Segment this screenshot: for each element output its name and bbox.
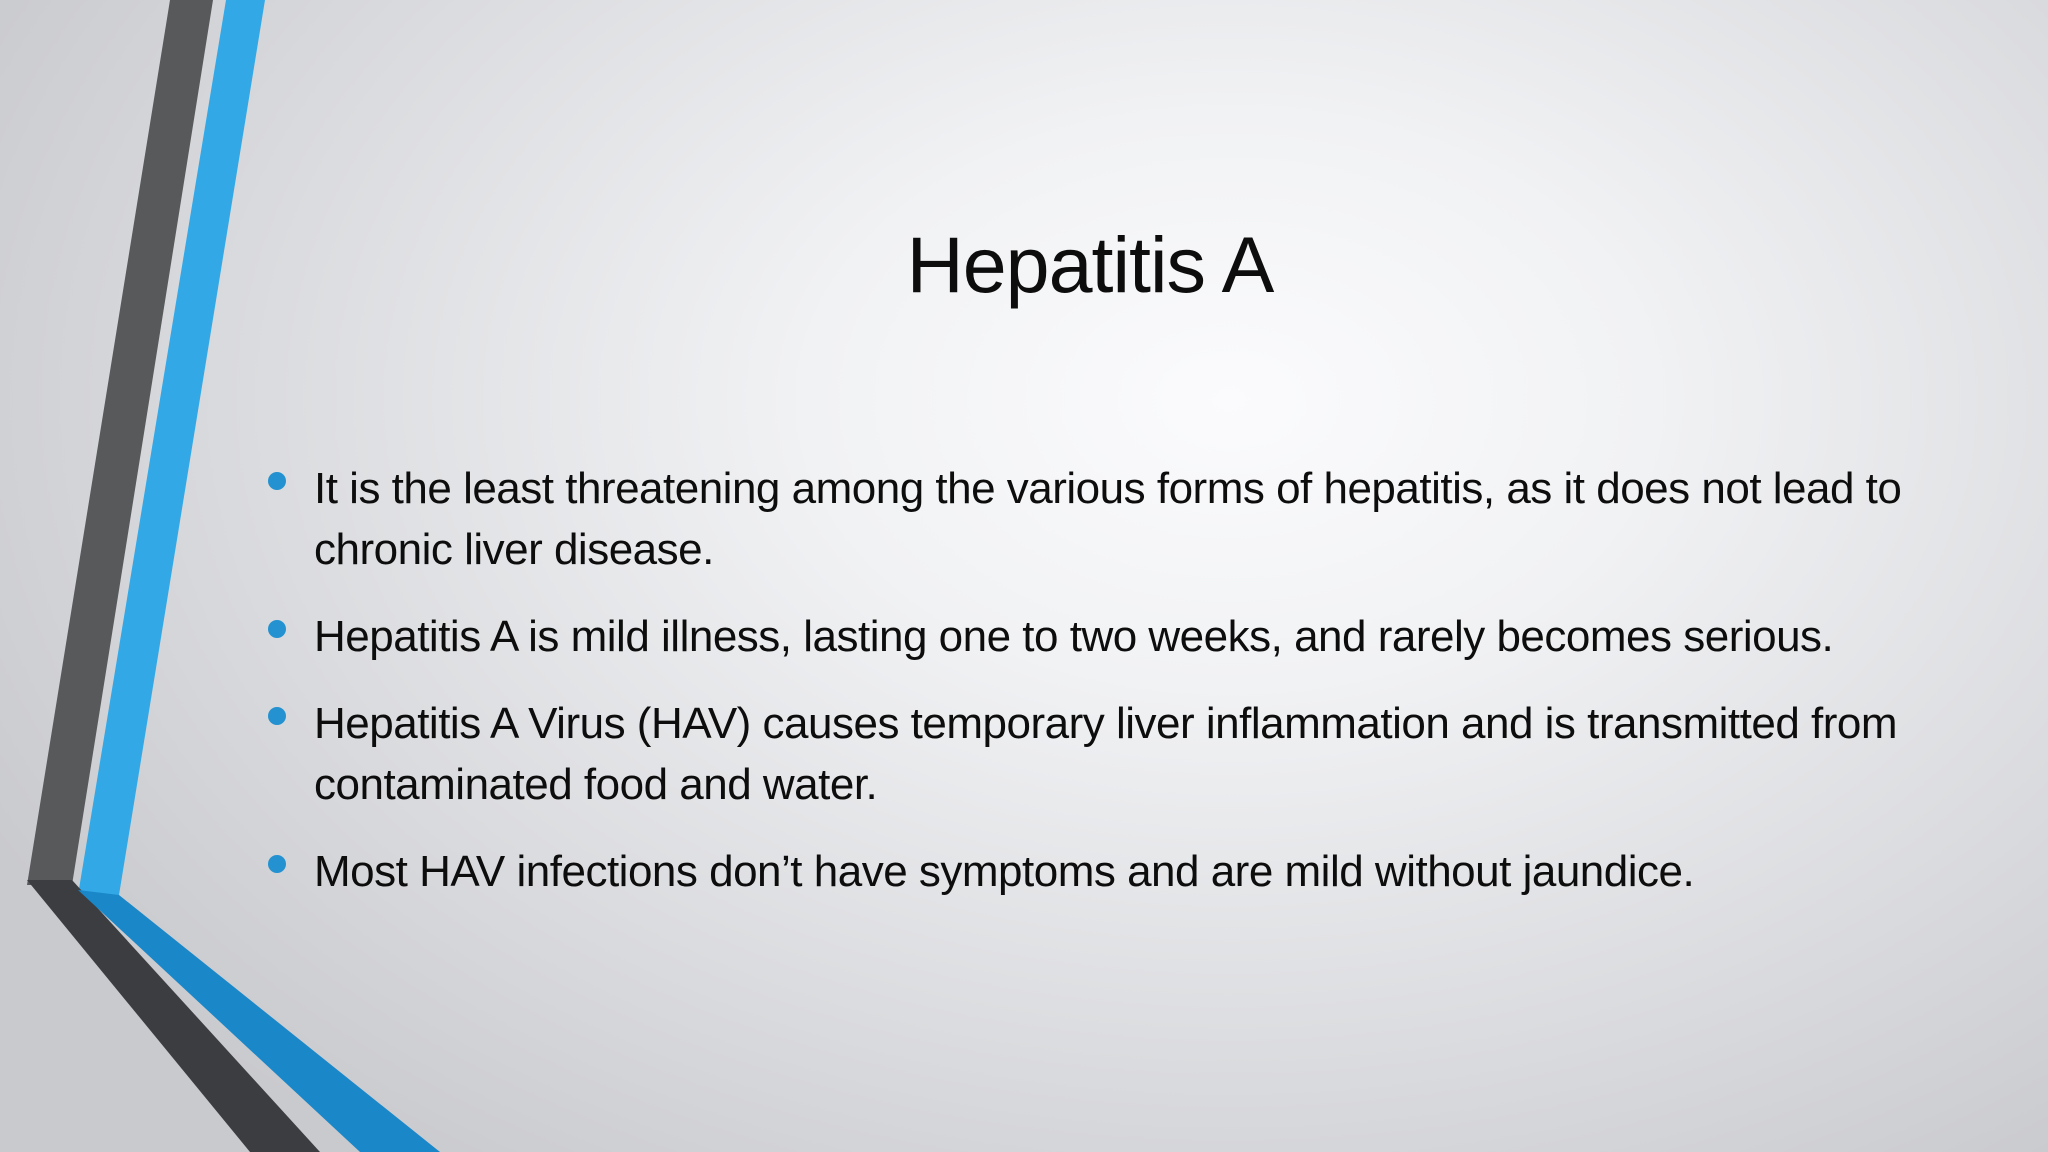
- bullet-dot-icon: [268, 855, 286, 873]
- bullet-dot-icon: [268, 707, 286, 725]
- bullet-text: Most HAV infections don’t have symptoms and are mild without jaundice.: [314, 847, 1695, 896]
- bullet-text: Hepatitis A is mild illness, lasting one to two weeks, and rarely becomes serious.: [314, 612, 1834, 661]
- bullet-dot-icon: [268, 620, 286, 638]
- bullet-dot-icon: [268, 472, 286, 490]
- bullet-text: Hepatitis A Virus (HAV) causes temporary liver inflammation and is transmitted from contaminated food and water.: [314, 699, 1898, 809]
- bullet-item-1: [262, 458, 1902, 580]
- bullet-item-4: [262, 841, 1902, 902]
- bullet-text: It is the least threatening among the various forms of hepatitis, as it does not lead to chronic liver disease.: [314, 464, 1902, 574]
- slide-title: Hepatitis A: [906, 220, 1274, 309]
- bullet-item-3: [262, 693, 1902, 815]
- bullet-list: [262, 458, 1902, 928]
- bullet-item-2: [262, 606, 1902, 667]
